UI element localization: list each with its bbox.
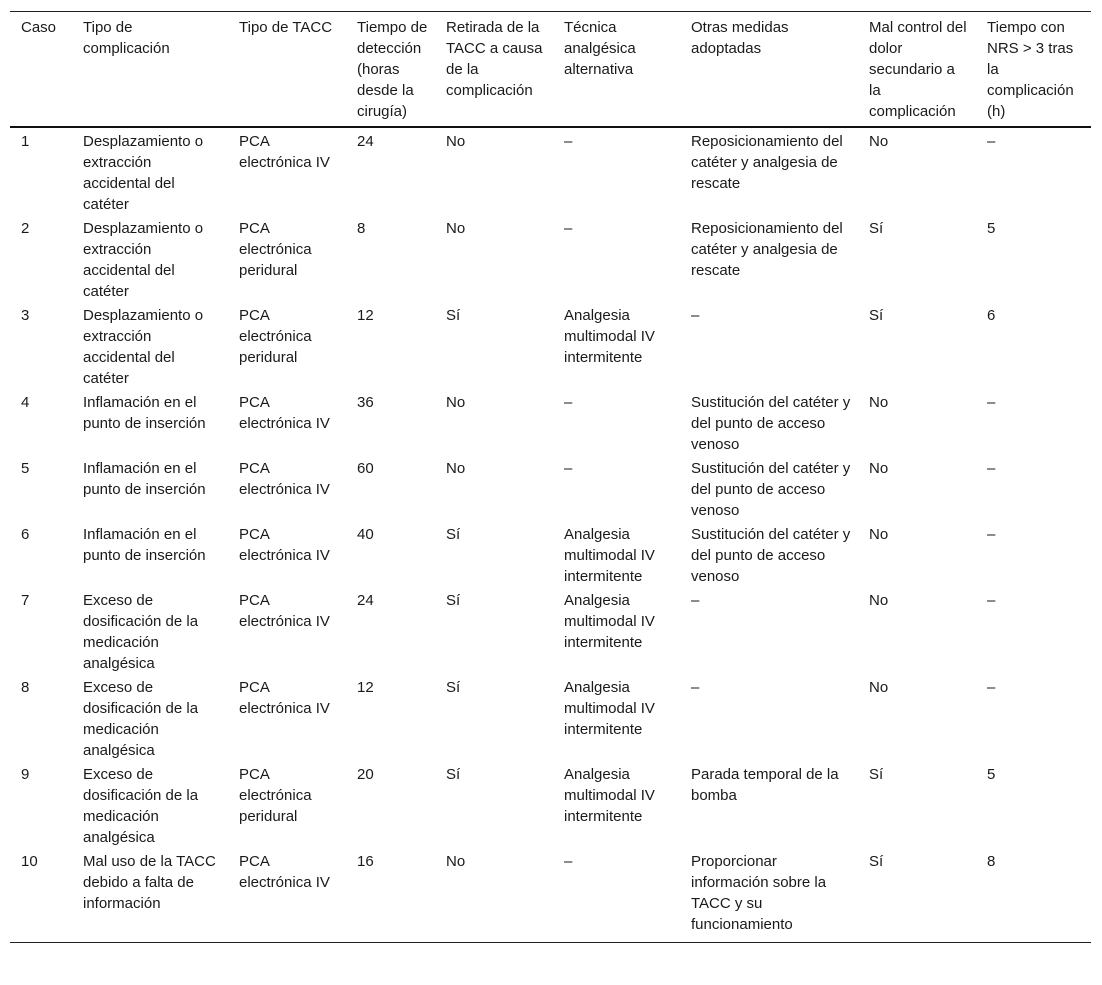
cell-caso: 1: [21, 133, 30, 150]
cell-tecnica-analgesica: Analgesia multimodal IV intermitente: [564, 679, 655, 738]
header-caso: Caso: [10, 12, 72, 128]
table-row: [10, 457, 1091, 523]
cell-mal-control-dolor: Sí: [869, 766, 884, 783]
cell-tipo-tacc: PCA electrónica IV: [239, 592, 330, 630]
cell-tiempo-nrs: 5: [987, 766, 996, 783]
cell-otras-medidas: Reposicionamiento del catéter y analgesia de rescate: [691, 220, 843, 279]
cell-retirada-tacc: Sí: [446, 526, 461, 543]
header-tiempo-deteccion: Tiempo de detección (horas desde la cirugía): [346, 12, 435, 128]
cell-tipo-tacc: PCA electrónica IV: [239, 133, 330, 171]
cell-tipo-complicacion: Inflamación en el punto de inserción: [83, 394, 206, 432]
cell-tipo-tacc: PCA electrónica IV: [239, 526, 330, 564]
cell-mal-control-dolor: Sí: [869, 220, 884, 237]
cell-otras-medidas: Sustitución del catéter y del punto de acceso venoso: [691, 394, 851, 453]
cell-retirada-tacc: No: [446, 220, 466, 237]
cell-tipo-tacc: PCA electrónica IV: [239, 853, 330, 891]
complications-table: [10, 11, 1091, 943]
table-body: [10, 127, 1091, 943]
cell-otras-medidas: Reposicionamiento del catéter y analgesia de rescate: [691, 133, 843, 192]
cell-tecnica-analgesica: –: [564, 394, 573, 411]
cell-tecnica-analgesica: Analgesia multimodal IV intermitente: [564, 766, 655, 825]
cell-tipo-tacc: PCA electrónica IV: [239, 460, 330, 498]
cell-tipo-complicacion: Desplazamiento o extracción accidental del catéter: [83, 220, 204, 300]
table-container: [10, 11, 1091, 943]
cell-otras-medidas: Parada temporal de la bomba: [691, 766, 839, 804]
cell-tiempo-nrs: 5: [987, 220, 996, 237]
cell-caso: 6: [21, 526, 30, 543]
cell-otras-medidas: Proporcionar información sobre la TACC y su funcionamiento: [691, 853, 827, 933]
table-row: [10, 589, 1091, 676]
table-header: [10, 12, 1091, 128]
cell-tiempo-nrs: –: [987, 460, 996, 477]
cell-caso: 8: [21, 679, 30, 696]
cell-mal-control-dolor: Sí: [869, 853, 884, 870]
table-row: [10, 127, 1091, 217]
cell-tiempo-deteccion: 20: [357, 766, 374, 783]
table-row: [10, 217, 1091, 304]
header-tiempo-nrs: Tiempo con NRS > 3 tras la complicación (h): [976, 12, 1091, 128]
cell-tipo-complicacion: Desplazamiento o extracción accidental del catéter: [83, 133, 204, 213]
cell-otras-medidas: Sustitución del catéter y del punto de acceso venoso: [691, 526, 851, 585]
cell-tiempo-deteccion: 16: [357, 853, 374, 870]
cell-caso: 5: [21, 460, 30, 477]
cell-tecnica-analgesica: Analgesia multimodal IV intermitente: [564, 526, 655, 585]
cell-otras-medidas: –: [691, 679, 700, 696]
cell-tecnica-analgesica: –: [564, 133, 573, 150]
cell-tipo-tacc: PCA electrónica peridural: [239, 766, 312, 825]
cell-tipo-complicacion: Inflamación en el punto de inserción: [83, 460, 206, 498]
cell-mal-control-dolor: No: [869, 679, 889, 696]
cell-retirada-tacc: No: [446, 394, 466, 411]
cell-tipo-complicacion: Mal uso de la TACC debido a falta de información: [83, 853, 216, 912]
cell-caso: 3: [21, 307, 30, 324]
table-row: [10, 304, 1091, 391]
cell-tipo-complicacion: Desplazamiento o extracción accidental del catéter: [83, 307, 204, 387]
cell-tiempo-nrs: –: [987, 526, 996, 543]
table-row: [10, 523, 1091, 589]
cell-tiempo-deteccion: 12: [357, 679, 374, 696]
cell-otras-medidas: Sustitución del catéter y del punto de acceso venoso: [691, 460, 851, 519]
cell-mal-control-dolor: No: [869, 460, 889, 477]
cell-mal-control-dolor: No: [869, 526, 889, 543]
header-retirada-tacc: Retirada de la TACC a causa de la complicación: [435, 12, 553, 128]
cell-tipo-complicacion: Exceso de dosificación de la medicación analgésica: [83, 679, 199, 759]
cell-tipo-tacc: PCA electrónica peridural: [239, 220, 312, 279]
cell-tipo-tacc: PCA electrónica IV: [239, 679, 330, 717]
cell-retirada-tacc: Sí: [446, 592, 461, 609]
cell-tipo-tacc: PCA electrónica IV: [239, 394, 330, 432]
cell-otras-medidas: –: [691, 307, 700, 324]
cell-caso: 7: [21, 592, 30, 609]
cell-tipo-complicacion: Exceso de dosificación de la medicación analgésica: [83, 592, 199, 672]
cell-caso: 2: [21, 220, 30, 237]
header-otras-medidas: Otras medidas adoptadas: [680, 12, 858, 128]
cell-mal-control-dolor: No: [869, 394, 889, 411]
header-row: [10, 12, 1091, 128]
cell-tiempo-deteccion: 12: [357, 307, 374, 324]
cell-tipo-complicacion: Inflamación en el punto de inserción: [83, 526, 206, 564]
cell-tecnica-analgesica: Analgesia multimodal IV intermitente: [564, 592, 655, 651]
cell-otras-medidas: –: [691, 592, 700, 609]
cell-retirada-tacc: Sí: [446, 766, 461, 783]
cell-caso: 4: [21, 394, 30, 411]
cell-retirada-tacc: Sí: [446, 307, 461, 324]
cell-caso: 9: [21, 766, 30, 783]
cell-tiempo-deteccion: 8: [357, 220, 366, 237]
cell-tiempo-nrs: 8: [987, 853, 996, 870]
table-row: [10, 391, 1091, 457]
cell-retirada-tacc: Sí: [446, 679, 461, 696]
cell-tecnica-analgesica: –: [564, 460, 573, 477]
table-row: [10, 850, 1091, 943]
cell-tiempo-deteccion: 24: [357, 133, 374, 150]
table-row: [10, 676, 1091, 763]
cell-tiempo-deteccion: 60: [357, 460, 374, 477]
cell-tiempo-deteccion: 36: [357, 394, 374, 411]
cell-tecnica-analgesica: –: [564, 853, 573, 870]
cell-tiempo-deteccion: 24: [357, 592, 374, 609]
cell-tiempo-nrs: –: [987, 394, 996, 411]
header-tipo-tacc: Tipo de TACC: [228, 12, 346, 128]
table-row: [10, 763, 1091, 850]
header-tecnica-analgesica: Técnica analgésica alternativa: [553, 12, 680, 128]
cell-mal-control-dolor: No: [869, 592, 889, 609]
header-tipo-complicacion: Tipo de complicación: [72, 12, 228, 128]
cell-retirada-tacc: No: [446, 853, 466, 870]
cell-retirada-tacc: No: [446, 133, 466, 150]
cell-tecnica-analgesica: –: [564, 220, 573, 237]
cell-tipo-tacc: PCA electrónica peridural: [239, 307, 312, 366]
cell-tiempo-nrs: 6: [987, 307, 996, 324]
cell-retirada-tacc: No: [446, 460, 466, 477]
cell-caso: 10: [21, 853, 38, 870]
cell-mal-control-dolor: No: [869, 133, 889, 150]
cell-tiempo-nrs: –: [987, 592, 996, 609]
cell-tiempo-nrs: –: [987, 133, 996, 150]
cell-tecnica-analgesica: Analgesia multimodal IV intermitente: [564, 307, 655, 366]
cell-tiempo-deteccion: 40: [357, 526, 374, 543]
header-mal-control-dolor: Mal control del dolor secundario a la complicación: [858, 12, 976, 128]
cell-tiempo-nrs: –: [987, 679, 996, 696]
cell-mal-control-dolor: Sí: [869, 307, 884, 324]
cell-tipo-complicacion: Exceso de dosificación de la medicación analgésica: [83, 766, 199, 846]
